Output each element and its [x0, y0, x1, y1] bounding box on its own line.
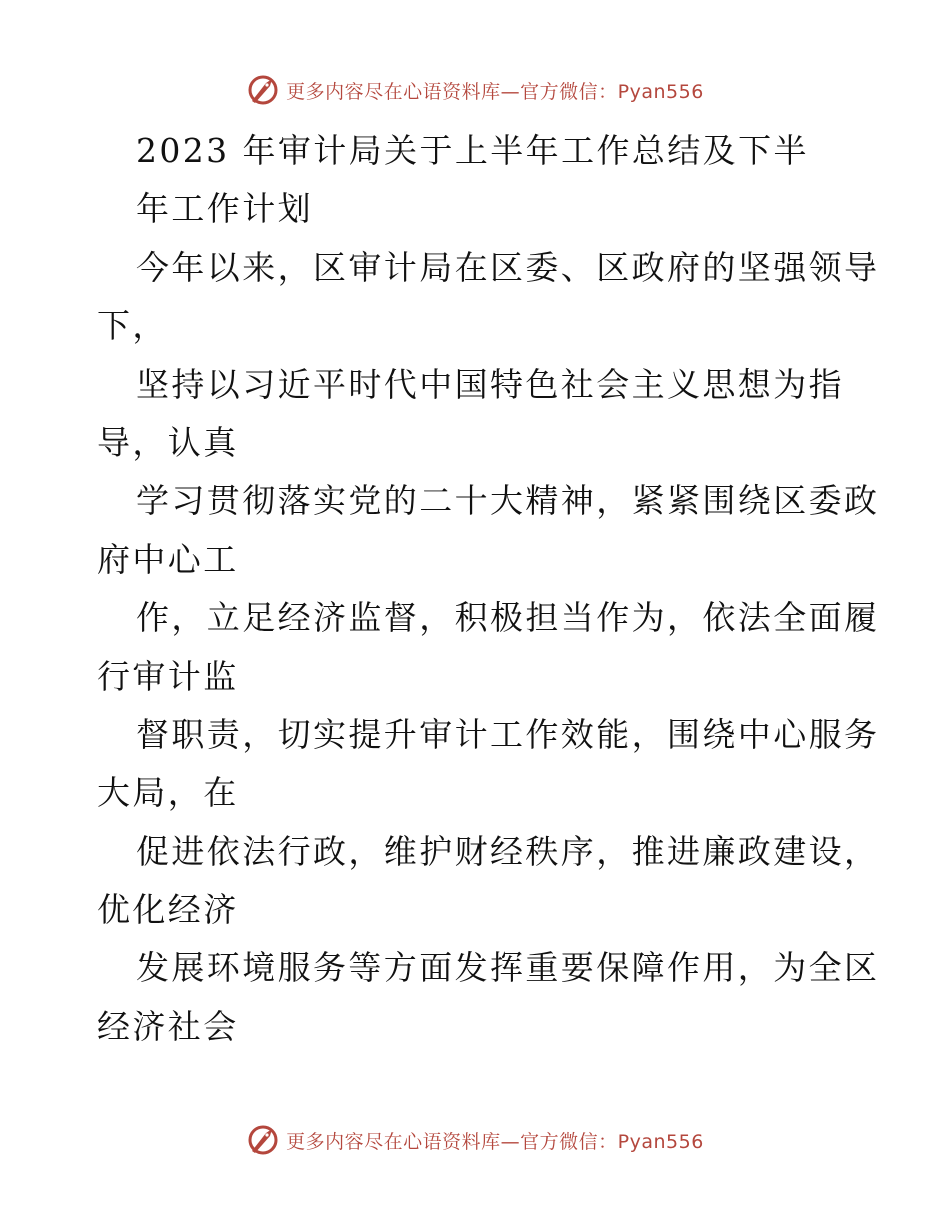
document-line: 经济社会 [97, 1006, 239, 1046]
watermark-text: 更多内容尽在心语资料库—官方微信：Pyan556 [286, 1130, 704, 1153]
document-line: 优化经济 [97, 890, 239, 930]
document-line: 2023 年审计局关于上半年工作总结及下半 [136, 131, 809, 170]
footer-watermark [0, 1120, 950, 1160]
pen-nib-logo-icon [246, 1123, 280, 1157]
document-line: 下， [97, 306, 168, 346]
document-line: 导，认真 [97, 422, 239, 462]
document-line: 发展环境服务等方面发挥重要保障作用，为全区 [136, 948, 880, 988]
document-line: 坚持以习近平时代中国特色社会主义思想为指 [136, 364, 844, 404]
document-line: 促进依法行政，维护财经秩序，推进廉政建设， [136, 831, 880, 871]
document-line: 学习贯彻落实党的二十大精神，紧紧围绕区委政 [136, 481, 880, 521]
document-line: 督职责，切实提升审计工作效能，围绕中心服务 [136, 714, 880, 754]
watermark-text: 更多内容尽在心语资料库—官方微信：Pyan556 [286, 80, 704, 103]
document-line: 府中心工 [97, 539, 239, 579]
header-watermark [0, 70, 950, 110]
document-line: 今年以来，区审计局在区委、区政府的坚强领导 [136, 247, 880, 287]
document-line: 大局，在 [97, 773, 239, 813]
document-body [97, 122, 880, 1056]
document-line: 行审计监 [97, 656, 239, 696]
document-line: 年工作计划 [136, 189, 313, 229]
document-line: 作，立足经济监督，积极担当作为，依法全面履 [136, 598, 880, 638]
pen-nib-logo-icon [246, 73, 280, 107]
